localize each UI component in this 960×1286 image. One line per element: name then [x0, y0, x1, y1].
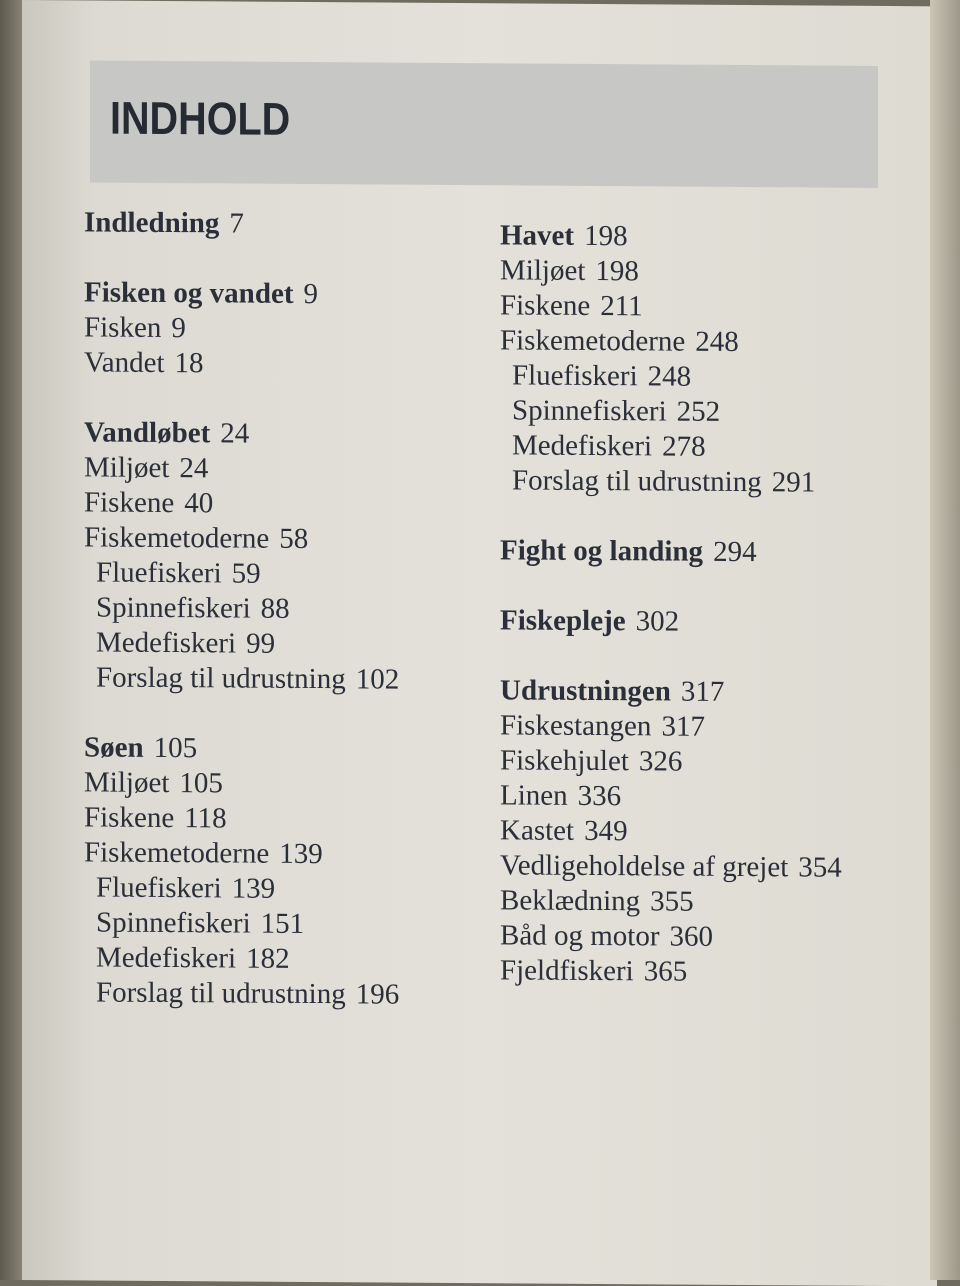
toc-entry-label: Spinnefiskeri — [96, 906, 251, 940]
toc-entry — [500, 288, 920, 326]
toc-section-entry — [500, 218, 920, 256]
toc-entry-label: Fisken — [84, 311, 162, 344]
toc-page-number: 336 — [577, 779, 622, 813]
toc-page-number: 9 — [171, 312, 186, 345]
toc-page-number: 355 — [650, 885, 694, 918]
book-page — [22, 0, 937, 1286]
toc-subentry — [84, 940, 514, 978]
toc-entry-label: Fisken og vandet — [84, 276, 294, 310]
toc-entry-label: Fiskemetoderne — [84, 836, 270, 870]
toc-subentry — [84, 905, 514, 943]
toc-entry-label: Fight og landing — [500, 534, 704, 568]
toc-entry — [500, 253, 920, 291]
toc-page-number: 105 — [153, 731, 198, 765]
toc-entry — [84, 310, 514, 348]
toc-page-number: 198 — [584, 219, 628, 253]
toc-entry-label: Medefiskeri — [96, 941, 237, 975]
toc-page-number: 317 — [680, 675, 725, 708]
toc-page-number: 317 — [661, 710, 705, 743]
toc-section-entry — [500, 673, 920, 711]
toc-entry-label: Fluefiskeri — [96, 556, 222, 590]
toc-page-number: 252 — [676, 395, 721, 428]
toc-entry — [84, 520, 514, 558]
toc-entry-label: Spinnefiskeri — [512, 394, 667, 428]
toc-entry-label: Havet — [500, 219, 575, 252]
toc-entry-label: Fiskepleje — [500, 604, 626, 638]
toc-spacer — [500, 498, 920, 536]
toc-entry-label: Forslag til udrustning — [96, 976, 346, 1011]
toc-subentry — [500, 463, 920, 501]
toc-page-number: 278 — [662, 430, 706, 463]
toc-entry-label: Fjeldfiskeri — [500, 954, 634, 988]
toc-page-number: 105 — [179, 767, 223, 800]
toc-page-number: 88 — [260, 592, 290, 625]
toc-section-entry — [84, 275, 514, 313]
toc-page-number: 18 — [174, 347, 204, 380]
toc-entry-label: Fiskene — [84, 801, 175, 835]
toc-entry-label: Fiskestangen — [500, 709, 652, 743]
toc-entry — [500, 848, 920, 886]
toc-entry-label: Indledning — [84, 206, 220, 240]
toc-page-number: 118 — [184, 802, 227, 835]
toc-entry-label: Fluefiskeri — [512, 359, 638, 393]
toc-entry-label: Kastet — [500, 814, 575, 847]
toc-entry-label: Spinnefiskeri — [96, 591, 251, 625]
toc-entry — [84, 835, 514, 873]
toc-section-entry — [500, 603, 920, 641]
toc-spacer — [500, 638, 920, 676]
toc-spacer — [84, 380, 514, 418]
toc-page-number: 365 — [643, 955, 688, 988]
toc-entry — [500, 323, 920, 361]
toc-entry-label: Forslag til udrustning — [96, 661, 346, 696]
toc-subentry — [84, 590, 514, 628]
toc-subentry — [84, 975, 514, 1013]
toc-section-entry — [500, 533, 920, 571]
toc-spacer — [84, 695, 514, 733]
toc-subentry — [84, 660, 514, 698]
toc-entry-label: Miljøet — [84, 451, 170, 485]
toc-entry-label: Fiskehjulet — [500, 744, 629, 778]
toc-page-number: 139 — [231, 872, 276, 905]
toc-page-number: 349 — [584, 814, 628, 848]
toc-page-number: 302 — [635, 605, 680, 638]
toc-page-number: 7 — [229, 207, 244, 240]
toc-page-number: 24 — [220, 417, 250, 450]
header-band — [90, 60, 878, 188]
toc-entry — [500, 743, 920, 781]
toc-entry-label: Fiskene — [84, 486, 175, 520]
toc-entry-label: Båd og motor — [500, 919, 660, 953]
toc-page-number: 102 — [355, 663, 400, 696]
toc-section-entry — [84, 205, 514, 243]
toc-entry-label: Fluefiskeri — [96, 871, 222, 905]
toc-entry-label: Beklædning — [500, 884, 641, 918]
toc-entry-label: Medefiskeri — [512, 429, 653, 463]
toc-subentry — [84, 870, 514, 908]
page-title: INDHOLD — [110, 91, 291, 145]
page-edge — [930, 0, 960, 1280]
toc-entry — [84, 765, 514, 803]
toc-entry-label: Fiskene — [500, 289, 591, 322]
toc-entry — [84, 800, 514, 838]
toc-subentry — [84, 555, 514, 593]
toc-entry-label: Miljøet — [84, 766, 170, 800]
toc-entry-label: Vedligeholdelse af grejet — [500, 849, 789, 884]
toc-subentry — [84, 625, 514, 663]
toc-entry — [500, 953, 920, 991]
toc-page-number: 139 — [279, 837, 323, 871]
toc-spacer — [500, 568, 920, 606]
toc-page-number: 99 — [246, 627, 276, 660]
toc-entry — [500, 778, 920, 816]
toc-right-column — [500, 218, 920, 991]
toc-entry-label: Søen — [84, 731, 144, 764]
toc-entry — [500, 883, 920, 921]
toc-page-number: 9 — [303, 277, 318, 311]
toc-left-column — [84, 205, 514, 1013]
toc-entry-label: Udrustningen — [500, 674, 671, 708]
toc-page-number: 182 — [246, 942, 290, 975]
toc-page-number: 248 — [695, 325, 739, 359]
toc-entry-label: Medefiskeri — [96, 626, 237, 660]
toc-page-number: 326 — [638, 745, 683, 778]
toc-page-number: 196 — [355, 978, 400, 1011]
toc-entry-label: Vandet — [84, 346, 165, 379]
toc-page-number: 58 — [279, 522, 309, 555]
toc-spacer — [84, 240, 514, 278]
toc-subentry — [500, 393, 920, 431]
toc-entry — [84, 450, 514, 488]
toc-page-number: 354 — [798, 851, 842, 884]
toc-entry-label: Fiskemetoderne — [84, 521, 270, 555]
toc-entry-label: Linen — [500, 779, 568, 812]
toc-page-number: 360 — [669, 920, 713, 953]
toc-page-number: 248 — [647, 360, 692, 393]
toc-subentry — [500, 428, 920, 466]
toc-page-number: 198 — [595, 255, 639, 288]
toc-entry — [500, 708, 920, 746]
toc-entry — [500, 918, 920, 956]
toc-entry — [84, 485, 514, 523]
toc-subentry — [500, 358, 920, 396]
toc-entry-label: Miljøet — [500, 254, 586, 287]
toc-entry-label: Forslag til udrustning — [512, 464, 762, 499]
toc-page-number: 24 — [179, 452, 209, 485]
toc-page-number: 40 — [184, 487, 214, 520]
toc-entry-label: Fiskemetoderne — [500, 324, 686, 358]
toc-entry — [500, 813, 920, 851]
toc-page-number: 294 — [713, 535, 757, 569]
toc-page-number: 211 — [600, 290, 643, 323]
toc-section-entry — [84, 730, 514, 768]
toc-page-number: 59 — [231, 557, 261, 590]
toc-page-number: 291 — [771, 466, 816, 499]
toc-page-number: 151 — [260, 907, 305, 940]
toc-section-entry — [84, 415, 514, 453]
toc-entry-label: Vandløbet — [84, 416, 211, 450]
toc-entry — [84, 345, 514, 383]
